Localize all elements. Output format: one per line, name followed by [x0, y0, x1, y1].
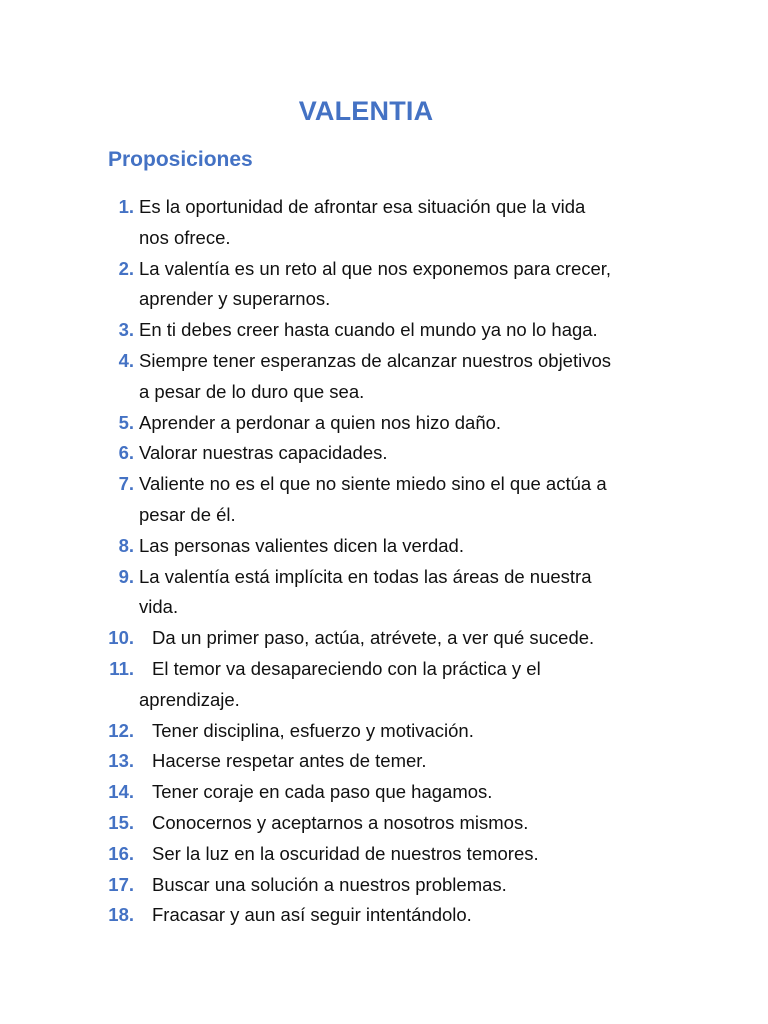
- page-title: VALENTIA: [298, 96, 434, 126]
- list-item: [0, 408, 768, 439]
- item-number: 14.: [108, 781, 134, 803]
- list-item: [0, 839, 768, 870]
- item-number: 7.: [118, 473, 134, 495]
- list-item: [0, 623, 768, 654]
- item-number: 4.: [118, 349, 134, 371]
- item-text-continuation: aprender y superarnos.: [139, 288, 331, 310]
- item-text: La valentía es un reto al que nos exponemos para crecer,: [139, 257, 612, 279]
- list-item: [0, 716, 768, 747]
- list-item: [0, 192, 768, 254]
- item-text-continuation: a pesar de lo duro que sea.: [139, 380, 365, 402]
- item-text-continuation: vida.: [139, 596, 179, 618]
- item-number: 2.: [118, 257, 134, 279]
- section-heading: Proposiciones: [108, 148, 253, 171]
- list-item: [0, 438, 768, 469]
- list-item: [0, 254, 768, 316]
- item-text: Da un primer paso, actúa, atrévete, a ver qué sucede.: [152, 627, 595, 649]
- item-number: 17.: [108, 873, 134, 895]
- item-number: 18.: [108, 904, 134, 926]
- propositions-list: [0, 192, 768, 931]
- item-text: Siempre tener esperanzas de alcanzar nuestros objetivos: [139, 349, 612, 371]
- list-item: [0, 654, 768, 716]
- item-text: Las personas valientes dicen la verdad.: [139, 534, 464, 556]
- item-text: Es la oportunidad de afrontar esa situación que la vida: [139, 196, 586, 217]
- item-text: En ti debes creer hasta cuando el mundo ya no lo haga.: [139, 319, 598, 341]
- list-item: [0, 315, 768, 346]
- item-text: Aprender a perdonar a quien nos hizo daño.: [139, 411, 502, 433]
- item-number: 8.: [118, 534, 134, 556]
- item-number: 6.: [118, 442, 134, 464]
- item-number: 11.: [109, 657, 134, 679]
- list-item: [0, 808, 768, 839]
- item-text-continuation: nos ofrece.: [139, 226, 231, 248]
- list-item: [0, 469, 768, 531]
- item-number: 3.: [118, 319, 134, 341]
- item-number: 13.: [108, 750, 134, 772]
- item-text: Valiente no es el que no siente miedo sino el que actúa a: [139, 473, 607, 495]
- list-item: [0, 746, 768, 777]
- list-item: [0, 346, 768, 408]
- item-number: 5.: [118, 411, 134, 433]
- item-text: Fracasar y aun así seguir intentándolo.: [152, 904, 472, 926]
- list-item: [0, 870, 768, 901]
- item-text: Buscar una solución a nuestros problemas.: [152, 873, 507, 895]
- item-text: La valentía está implícita en todas las áreas de nuestra: [139, 565, 592, 587]
- item-text: Conocernos y aceptarnos a nosotros mismos.: [152, 811, 529, 833]
- item-text: Tener disciplina, esfuerzo y motivación.: [152, 719, 474, 741]
- list-item: [0, 531, 768, 562]
- list-item: [0, 900, 768, 931]
- item-number: 9.: [118, 565, 134, 587]
- list-item: [0, 777, 768, 808]
- item-text: Ser la luz en la oscuridad de nuestros temores.: [152, 842, 539, 864]
- item-text-continuation: aprendizaje.: [139, 688, 240, 710]
- item-text-continuation: pesar de él.: [139, 503, 236, 525]
- item-number: 10.: [108, 627, 134, 649]
- item-text: Tener coraje en cada paso que hagamos.: [152, 781, 493, 803]
- item-number: 1.: [118, 196, 134, 217]
- item-number: 16.: [108, 842, 134, 864]
- item-number: 15.: [108, 811, 134, 833]
- list-item: [0, 562, 768, 624]
- item-text: El temor va desapareciendo con la práctica y el: [152, 657, 541, 679]
- item-text: Hacerse respetar antes de temer.: [152, 750, 427, 772]
- item-text: Valorar nuestras capacidades.: [139, 442, 388, 464]
- item-number: 12.: [108, 719, 134, 741]
